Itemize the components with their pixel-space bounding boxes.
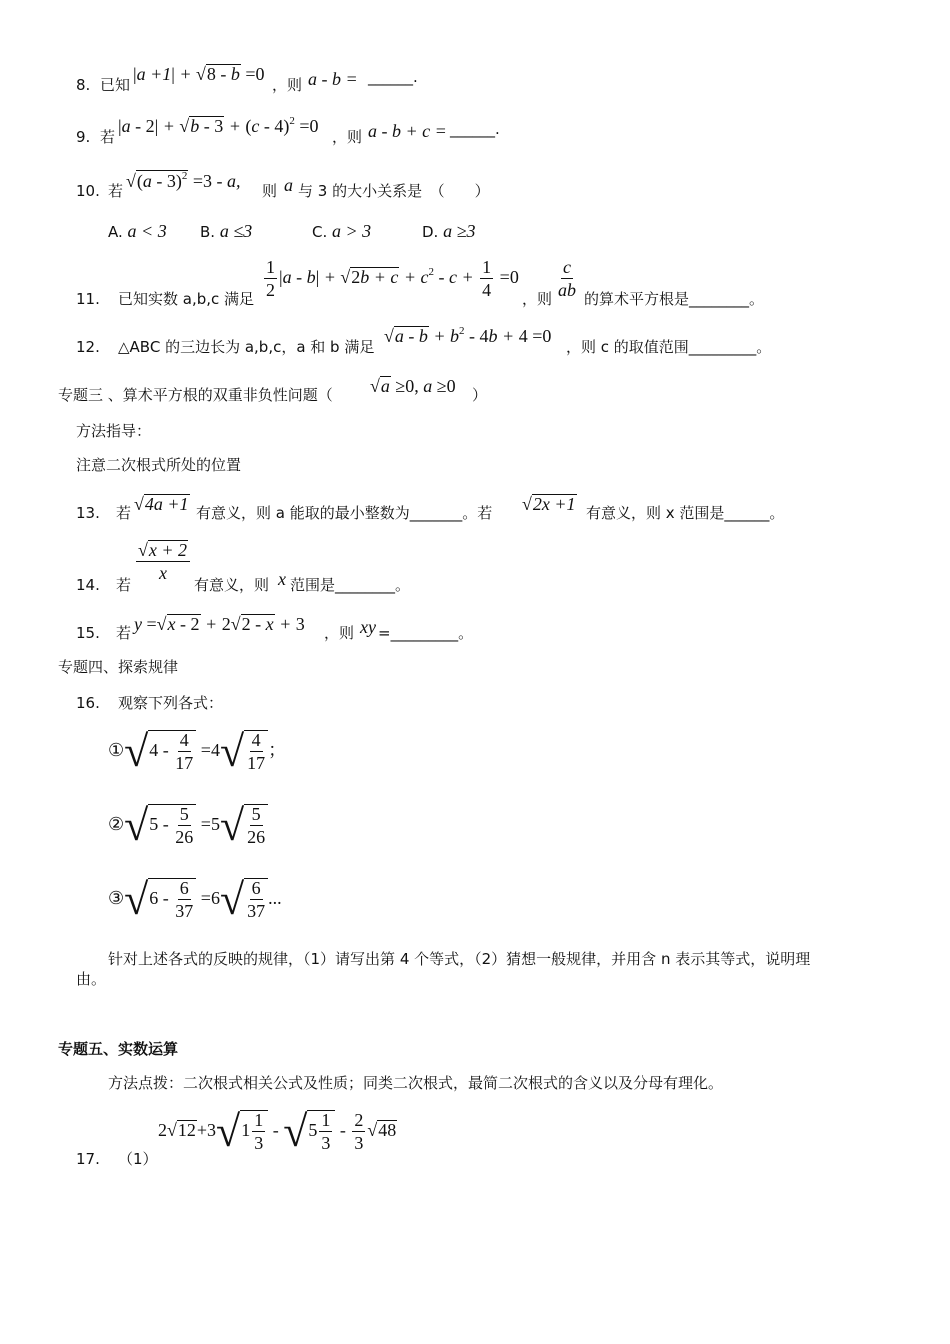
q10-number: 10. — [76, 182, 100, 200]
q14-middle: 有意义，则 — [194, 576, 270, 594]
q17-number: 17. — [76, 1150, 100, 1168]
q16-description-line2: 由。 — [76, 970, 107, 988]
topic3-math: √a ≥0, a ≥0 — [370, 376, 456, 396]
q10-option-a: A. a < 3 — [108, 221, 167, 241]
method3-label: 方法指导： — [76, 422, 152, 440]
topic5-title: 专题五、实数运算 — [58, 1040, 179, 1058]
q11-equation: $\frac{1}{2}$ $|a - b| + √2b + c + c^2 - c$ + $\frac{1}{4}$ =0 — [266, 257, 519, 300]
q15-then: ，则 — [324, 624, 355, 642]
q11-then: ，则 — [522, 290, 553, 308]
q9-ask: a - b + c = — [368, 121, 447, 141]
q12-equation: $√a - b + b^2 - 4b + 4 =0$ — [384, 325, 552, 346]
q17-part: （1） — [118, 1150, 158, 1168]
topic3-title: 专题三 、算术平方根的双重非负性问题（ — [58, 386, 333, 404]
q11-question: 的算术平方根是________。 — [584, 290, 765, 308]
q10-equation: √(a - 3)$^2$ =3 - a, — [126, 170, 241, 191]
q13-radical-1: √4a +1 — [134, 494, 189, 514]
q15-number: 15. — [76, 624, 100, 642]
q13-question: 有意义，则 x 范围是______。 — [586, 504, 785, 522]
q15-question: =_________。 — [378, 624, 474, 642]
q9-lead: 若 — [100, 128, 116, 146]
q14-fraction: $\frac{√x + 2}{x}$ — [134, 540, 192, 583]
topic3-close: ） — [472, 386, 488, 404]
q16-equation-3: ③√6 - $\frac{6}{37}$ =6√ $\frac{6}{37}$ ... — [108, 875, 282, 924]
q13-middle: 有意义，则 a 能取的最小整数为_______。若 — [196, 504, 493, 522]
q10-then: 则 — [262, 182, 278, 200]
q16-equation-2: ②√5 - $\frac{5}{26}$ =5√ $\frac{5}{26}$ — [108, 804, 268, 848]
q13-number: 13. — [76, 504, 100, 522]
q13-lead: 若 — [116, 504, 132, 522]
q9-blank: ______. — [450, 120, 500, 138]
q9-equation: |a - 2| + √b - 3 + (c - 4)$^2$ =0 — [118, 115, 319, 136]
q12-number: 12. — [76, 338, 100, 356]
method5-text: 方法点拨：二次根式相关公式及性质；同类二次根式，最简二次根式的含义以及分母有理化。 — [108, 1074, 724, 1092]
q14-number: 14. — [76, 576, 100, 594]
q8-lead: 已知 — [100, 76, 131, 94]
q8-blank: ______. — [368, 68, 418, 86]
q8-number: 8. — [76, 76, 91, 94]
q10-lead: 若 — [108, 182, 124, 200]
q14-var: x — [278, 569, 286, 589]
q15-var: xy — [360, 617, 376, 637]
q16-equation-1: ①√4 - $\frac{4}{17}$ =4√ $\frac{4}{17}$ ； — [108, 727, 287, 776]
q10-question: 与 3 的大小关系是 （ ） — [298, 182, 490, 200]
q11-number: 11. — [76, 290, 100, 308]
topic4-title: 专题四、探索规律 — [58, 658, 179, 676]
q12-lead: △ABC 的三边长为 a,b,c，a 和 b 满足 — [118, 338, 375, 356]
q11-lead: 已知实数 a,b,c 满足 — [118, 290, 255, 308]
q16-number: 16. — [76, 694, 100, 712]
q11-fraction: $\frac{c}{ab}$ — [558, 257, 576, 300]
q13-radical-2: √2x +1 — [522, 494, 576, 514]
q12-question: ，则 c 的取值范围_________。 — [566, 338, 772, 356]
q16-description-line1: 针对上述各式的反映的规律，（1）请写出第 4 个等式，（2）猜想一般规律，并用含 n 表示其等式，说明理 — [108, 950, 811, 968]
q10-option-d: D. a ≥3 — [422, 221, 476, 241]
q15-lead: 若 — [116, 624, 132, 642]
method3-note: 注意二次根式所处的位置 — [76, 456, 242, 474]
q9-number: 9. — [76, 128, 91, 146]
q16-lead: 观察下列各式： — [118, 694, 224, 712]
q8-then: ，则 — [272, 76, 303, 94]
q9-then: ，则 — [332, 128, 363, 146]
q8-equation: |a +1| + √8 - b =0 — [133, 64, 265, 84]
q8-ask: a - b = — [308, 69, 358, 89]
q15-equation: y =√x - 2 + 2√2 - x + 3 — [134, 614, 305, 634]
q14-question: 范围是________。 — [290, 576, 411, 594]
q10-option-c: C. a > 3 — [312, 221, 372, 241]
q17-expression: 2√12+3√1 $\frac{1}{3}$ - √5 $\frac{1}{3}$ - $\frac{2}{3}$ √48 — [158, 1107, 397, 1156]
q10-option-b: B. a ≤3 — [200, 221, 253, 241]
q14-lead: 若 — [116, 576, 132, 594]
q10-var: a — [284, 175, 293, 195]
